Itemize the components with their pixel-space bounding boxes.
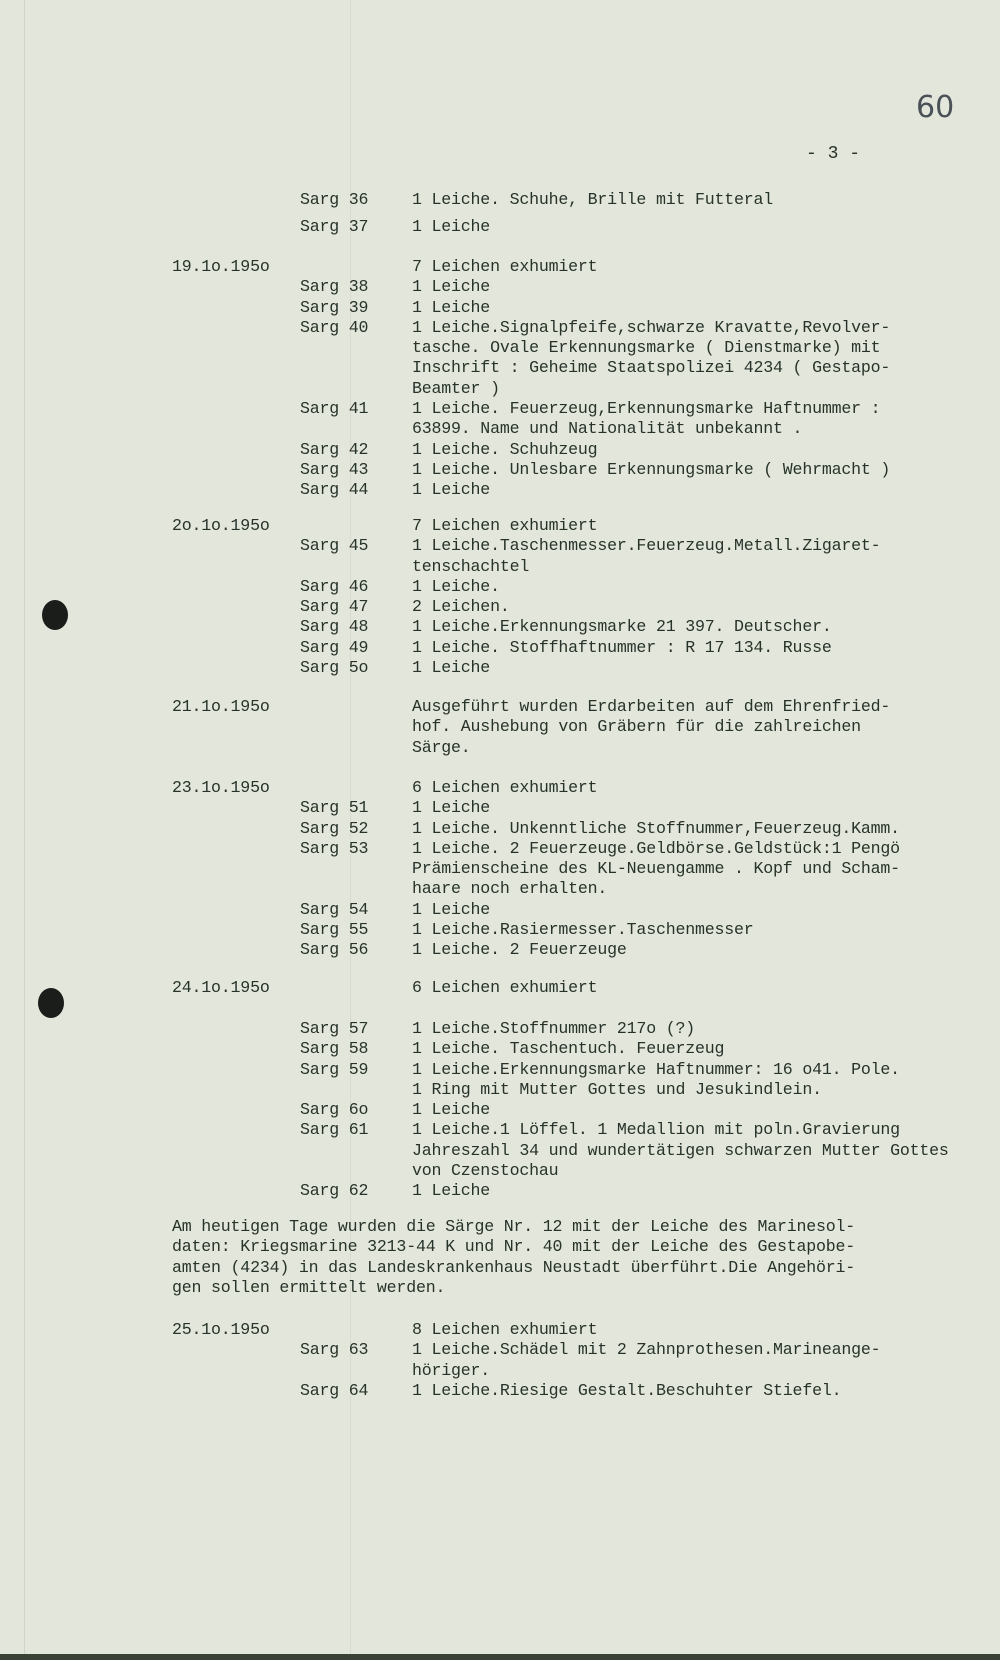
log-entry [0,900,1000,920]
entry-text: 1 Leiche.Taschenmesser.Feuerzeug.Metall.Zigaret- [412,536,881,556]
entry-line [0,298,1000,318]
entry-line [0,1039,1000,1059]
log-entry [0,460,1000,480]
coffin-number: Sarg 58 [300,1039,369,1059]
entry-line [0,638,1000,658]
entry-line [0,277,1000,297]
log-entry [0,798,1000,818]
paragraph-line: gen sollen ermittelt werden. [172,1277,446,1297]
entry-line [0,190,1000,210]
entry-text: 1 Leiche [412,480,491,500]
log-entry [0,638,1000,658]
coffin-number: Sarg 54 [300,899,369,919]
coffin-number: Sarg 6o [300,1100,369,1120]
entry-text: 1 Leiche.Stoffnummer 217o (?) [412,1019,695,1038]
entry-text: Ausgeführt wurden Erdarbeiten auf dem Ehrenfried- [412,697,891,716]
entry-date: 21.1o.195o [172,697,270,716]
coffin-number: Sarg 64 [300,1380,369,1400]
coffin-number: Sarg 62 [300,1181,369,1201]
page-index: - 3 - [806,144,861,164]
entry-text: 1 Leiche. 2 Feuerzeuge.Geldbörse.Geldstück:1 Pengö [412,838,900,858]
coffin-number: Sarg 41 [300,399,369,419]
entry-text: 1 Leiche [412,1181,491,1201]
entry-date: 19.1o.195o [172,257,270,276]
coffin-number: Sarg 53 [300,838,369,858]
entry-line [0,778,1000,798]
entry-text: 1 Leiche. Feuerzeug,Erkennungsmarke Haftnummer : [412,399,881,419]
entry-text: Inschrift : Geheime Staatspolizei 4234 ( Gestapo- [412,358,891,378]
date-group [0,257,1000,501]
log-entry [0,1100,1000,1120]
entry-text: 1 Leiche.Erkennungsmarke 21 397. Deutscher. [412,617,832,637]
log-entry [0,1120,1000,1181]
entry-line [0,978,1000,998]
entry-text: 8 Leichen exhumiert [412,1320,598,1339]
entry-line [0,516,1000,536]
entry-text: 1 Leiche. [412,576,500,596]
entry-text: 1 Leiche. Unkenntliche Stoffnummer,Feuerzeug.Kamm. [412,818,900,838]
entry-line [0,798,1000,818]
log-entry [0,1019,1000,1039]
coffin-number: Sarg 45 [300,536,369,556]
entry-text: tasche. Ovale Erkennungsmarke ( Dienstmarke) mit [412,338,881,358]
handwritten-page-number: 60 [916,90,955,125]
date-group [0,978,1000,998]
entry-text: 1 Leiche [412,658,491,678]
coffin-number: Sarg 43 [300,459,369,479]
log-entry [0,318,1000,399]
entry-text: 1 Leiche.1 Löffel. 1 Medallion mit poln.Gravierung [412,1120,900,1140]
entry-text: 6 Leichen exhumiert [412,978,598,997]
entry-line [0,460,1000,480]
paragraph-line: amten (4234) in das Landeskrankenhaus Neustadt überführt.Die Angehöri- [172,1257,856,1277]
coffin-number: Sarg 56 [300,940,369,960]
coffin-number: Sarg 5o [300,658,369,678]
entry-text: 1 Leiche.Erkennungsmarke Haftnummer: 16 o41. Pole. [412,1059,900,1079]
coffin-number: Sarg 38 [300,277,369,297]
entry-line [0,597,1000,617]
entry-text: Prämienscheine des KL-Neuengamme . Kopf und Scham- [412,859,900,879]
log-entry [0,778,1000,798]
entry-text: Beamter ) [412,378,500,398]
coffin-number: Sarg 59 [300,1059,369,1079]
coffin-number: Sarg 57 [300,1019,369,1038]
entry-line [0,358,1000,378]
entry-text: 1 Ring mit Mutter Gottes und Jesukindlein. [412,1079,822,1099]
paragraph-line: daten: Kriegsmarine 3213-44 K und Nr. 40 mit der Leiche des Gestapobe- [172,1237,856,1257]
log-entry [0,1381,1000,1401]
coffin-number: Sarg 36 [300,190,369,209]
entry-text: 6 Leichen exhumiert [412,778,598,797]
log-entry [0,940,1000,960]
entry-line [0,717,1000,737]
log-entry [0,920,1000,940]
coffin-number: Sarg 37 [300,217,369,236]
log-entry [0,658,1000,678]
entry-line [0,536,1000,556]
log-entry [0,277,1000,297]
paragraph-line: Am heutigen Tage wurden die Särge Nr. 12 mit der Leiche des Marinesol- [172,1217,856,1236]
log-entry [0,440,1000,460]
entry-text: 7 Leichen exhumiert [412,516,598,535]
entry-line [0,1361,1000,1381]
entry-line [0,658,1000,678]
entry-text: 1 Leiche [412,277,491,297]
entry-text: hof. Aushebung von Gräbern für die zahlreichen [412,717,861,737]
entry-line [0,900,1000,920]
entry-text: 1 Leiche. Stoffhaftnummer : R 17 134. Russe [412,637,832,657]
log-entry [0,516,1000,536]
entry-line [0,839,1000,859]
entry-line [0,879,1000,899]
entry-line [0,399,1000,419]
log-entry [0,617,1000,637]
scan-bottom-edge [0,1654,1000,1660]
log-entry [0,217,1000,237]
entry-line [0,1320,1000,1340]
entry-line [0,557,1000,577]
entry-text: haare noch erhalten. [412,879,608,899]
entry-line [0,940,1000,960]
coffin-number: Sarg 47 [300,597,369,617]
entry-text: 7 Leichen exhumiert [412,257,598,276]
entry-text: 2 Leichen. [412,597,510,617]
entry-text: 1 Leiche. Schuhzeug [412,439,598,459]
entry-text: 1 Leiche.Schädel mit 2 Zahnprothesen.Marineange- [412,1340,881,1360]
date-group [0,217,1000,237]
entry-text: Jahreszahl 34 und wundertätigen schwarzen Mutter Gottes [412,1140,949,1160]
transfer-paragraph [172,1217,855,1298]
date-group [0,516,1000,678]
entry-date: 25.1o.195o [172,1320,270,1339]
entry-line [0,440,1000,460]
entry-text: 1 Leiche. Taschentuch. Feuerzeug [412,1039,725,1059]
entry-text: 1 Leiche. 2 Feuerzeuge [412,940,627,960]
coffin-number: Sarg 61 [300,1120,369,1140]
entry-text: von Czenstochau [412,1161,559,1181]
log-entry [0,597,1000,617]
entry-date: 23.1o.195o [172,778,270,797]
coffin-number: Sarg 49 [300,637,369,657]
log-entry [0,819,1000,839]
log-entry [0,839,1000,900]
entry-line [0,217,1000,237]
log-entry [0,536,1000,577]
date-group [0,190,1000,210]
log-entry [0,298,1000,318]
coffin-number: Sarg 55 [300,920,369,940]
log-entry [0,480,1000,500]
entry-line [0,1060,1000,1080]
entry-line [0,1161,1000,1181]
entry-date: 2o.1o.195o [172,516,270,535]
entry-line [0,1181,1000,1201]
coffin-number: Sarg 44 [300,480,369,500]
date-group [0,1019,1000,1202]
log-entry [0,1039,1000,1059]
entry-line [0,1019,1000,1039]
entry-text: 1 Leiche [412,1100,491,1120]
entry-text: 1 Leiche [412,217,491,236]
entry-text: 63899. Name und Nationalität unbekannt . [412,419,803,439]
entry-text: 1 Leiche [412,798,491,818]
log-entry [0,1181,1000,1201]
entry-text: 1 Leiche. Schuhe, Brille mit Futteral [412,190,774,209]
entry-date: 24.1o.195o [172,978,270,997]
entry-line [0,819,1000,839]
entry-line [0,738,1000,758]
log-entry [0,1320,1000,1340]
log-entry [0,697,1000,758]
date-group [0,778,1000,961]
entry-text: 1 Leiche.Rasiermesser.Taschenmesser [412,920,754,940]
entry-line [0,577,1000,597]
entry-text: 1 Leiche.Signalpfeife,schwarze Kravatte,Revolver- [412,317,891,337]
entry-line [0,1381,1000,1401]
entry-text: 1 Leiche [412,297,491,317]
coffin-number: Sarg 51 [300,798,369,818]
log-entry [0,399,1000,440]
entry-line [0,697,1000,717]
log-entry [0,978,1000,998]
entry-line [0,920,1000,940]
entry-line [0,379,1000,399]
entry-line [0,1080,1000,1100]
entry-line [0,617,1000,637]
entry-text: 1 Leiche [412,899,491,919]
log-entry [0,257,1000,277]
coffin-number: Sarg 46 [300,576,369,596]
log-entry [0,1060,1000,1101]
log-entry [0,190,1000,210]
entry-line [0,1100,1000,1120]
entry-line [0,257,1000,277]
log-entry [0,577,1000,597]
date-group [0,1320,1000,1401]
entry-text: 1 Leiche. Unlesbare Erkennungsmarke ( Wehrmacht ) [412,459,891,479]
coffin-number: Sarg 63 [300,1340,369,1360]
entry-line [0,419,1000,439]
log-entry [0,1340,1000,1381]
coffin-number: Sarg 42 [300,439,369,459]
entry-line [0,1141,1000,1161]
entry-line [0,859,1000,879]
entry-line [0,318,1000,338]
entry-line [0,480,1000,500]
entry-line [0,338,1000,358]
entry-text: tenschachtel [412,556,530,576]
entry-text: höriger. [412,1360,491,1380]
entry-text: Särge. [412,737,471,757]
entry-line [0,1340,1000,1360]
coffin-number: Sarg 40 [300,317,369,337]
entry-line [0,1120,1000,1140]
entry-text: 1 Leiche.Riesige Gestalt.Beschuhter Stiefel. [412,1380,842,1400]
coffin-number: Sarg 39 [300,297,369,317]
coffin-number: Sarg 52 [300,818,369,838]
coffin-number: Sarg 48 [300,617,369,637]
date-group [0,697,1000,758]
